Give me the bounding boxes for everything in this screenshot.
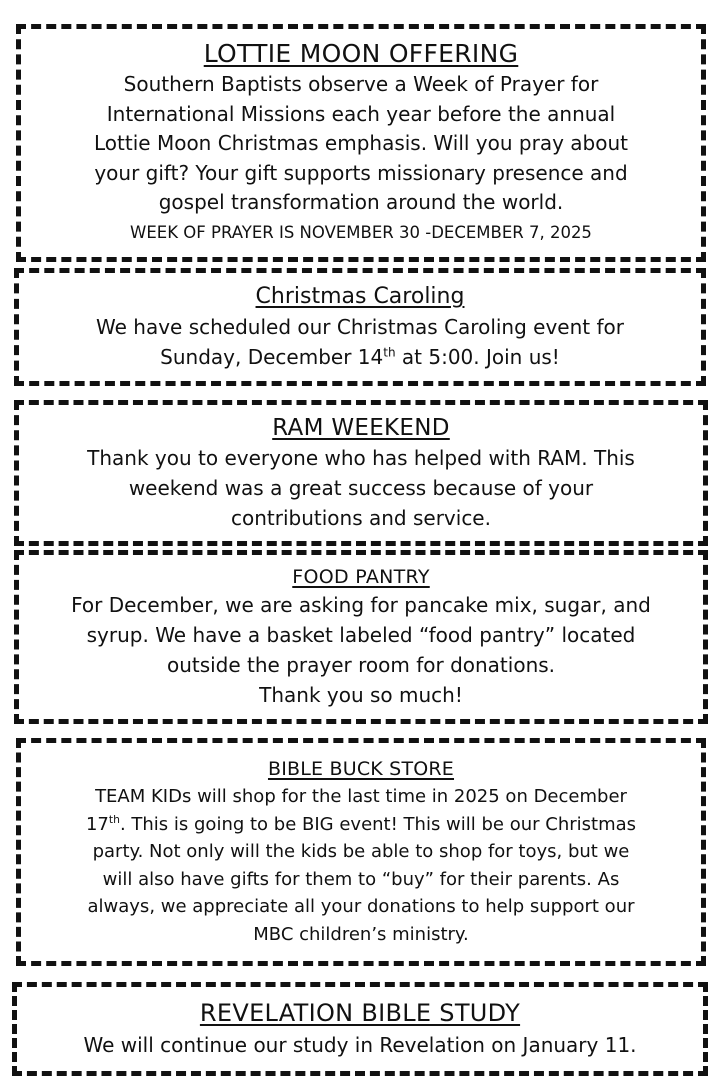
ram-weekend-section <box>14 400 708 546</box>
date-text: Sunday, December 14 <box>160 345 384 369</box>
section-title: Christmas Caroling <box>255 284 465 309</box>
section-title: LOTTIE MOON OFFERING <box>203 39 519 69</box>
body-line: For December, we are asking for pancake mix, sugar, and <box>71 593 651 617</box>
body-line: gospel transformation around the world. <box>158 190 564 215</box>
body-line: will also have gifts for them to “buy” for their parents. As <box>102 868 620 890</box>
body-line: contributions and service. <box>231 506 491 530</box>
bible-buck-store-section <box>16 738 706 966</box>
time-text: at 5:00. Join us! <box>395 345 560 369</box>
lottie-moon-offering-section <box>16 24 706 262</box>
food-pantry-section <box>14 550 708 724</box>
section-title: BIBLE BUCK STORE <box>267 758 455 780</box>
body-line: We have scheduled our Christmas Caroling event for <box>96 315 624 339</box>
ordinal-suffix: th <box>108 812 120 826</box>
section-title: REVELATION BIBLE STUDY <box>199 999 521 1027</box>
body-line: TEAM KIDs will shop for the last time in 2025 on December <box>95 786 627 807</box>
ordinal-suffix: th <box>383 345 396 360</box>
body-line: always, we appreciate all your donations to help support our <box>87 896 635 917</box>
revelation-bible-study-section <box>12 982 708 1076</box>
section-title: FOOD PANTRY <box>292 566 430 588</box>
body-line <box>86 811 636 839</box>
body-line: syrup. We have a basket labeled “food pantry” located <box>86 623 636 647</box>
event-text: . This is going to be BIG event! This will be our Christmas <box>119 813 637 835</box>
body-line: Thank you to everyone who has helped with RAM. This <box>87 446 635 470</box>
week-of-prayer-note: WEEK OF PRAYER IS NOVEMBER 30 -DECEMBER 7, 2025 <box>130 222 592 242</box>
body-line: Southern Baptists observe a Week of Prayer for <box>123 72 599 97</box>
body-line: Lottie Moon Christmas emphasis. Will you pray about <box>94 131 628 156</box>
body-line: weekend was a great success because of your <box>128 476 594 500</box>
body-line: Thank you so much! <box>259 683 463 707</box>
body-line <box>160 342 560 372</box>
body-line: International Missions each year before the annual <box>106 101 616 126</box>
date-text: 17 <box>85 813 109 835</box>
christmas-caroling-section <box>14 268 706 386</box>
body-line: outside the prayer room for donations. <box>166 653 556 677</box>
section-title: RAM WEEKEND <box>272 415 450 441</box>
body-line: your gift? Your gift supports missionary presence and <box>94 160 628 185</box>
body-line: party. Not only will the kids be able to shop for toys, but we <box>92 841 630 862</box>
body-line: We will continue our study in Revelation on January 11. <box>83 1033 637 1057</box>
body-line: MBC children’s ministry. <box>253 923 469 945</box>
